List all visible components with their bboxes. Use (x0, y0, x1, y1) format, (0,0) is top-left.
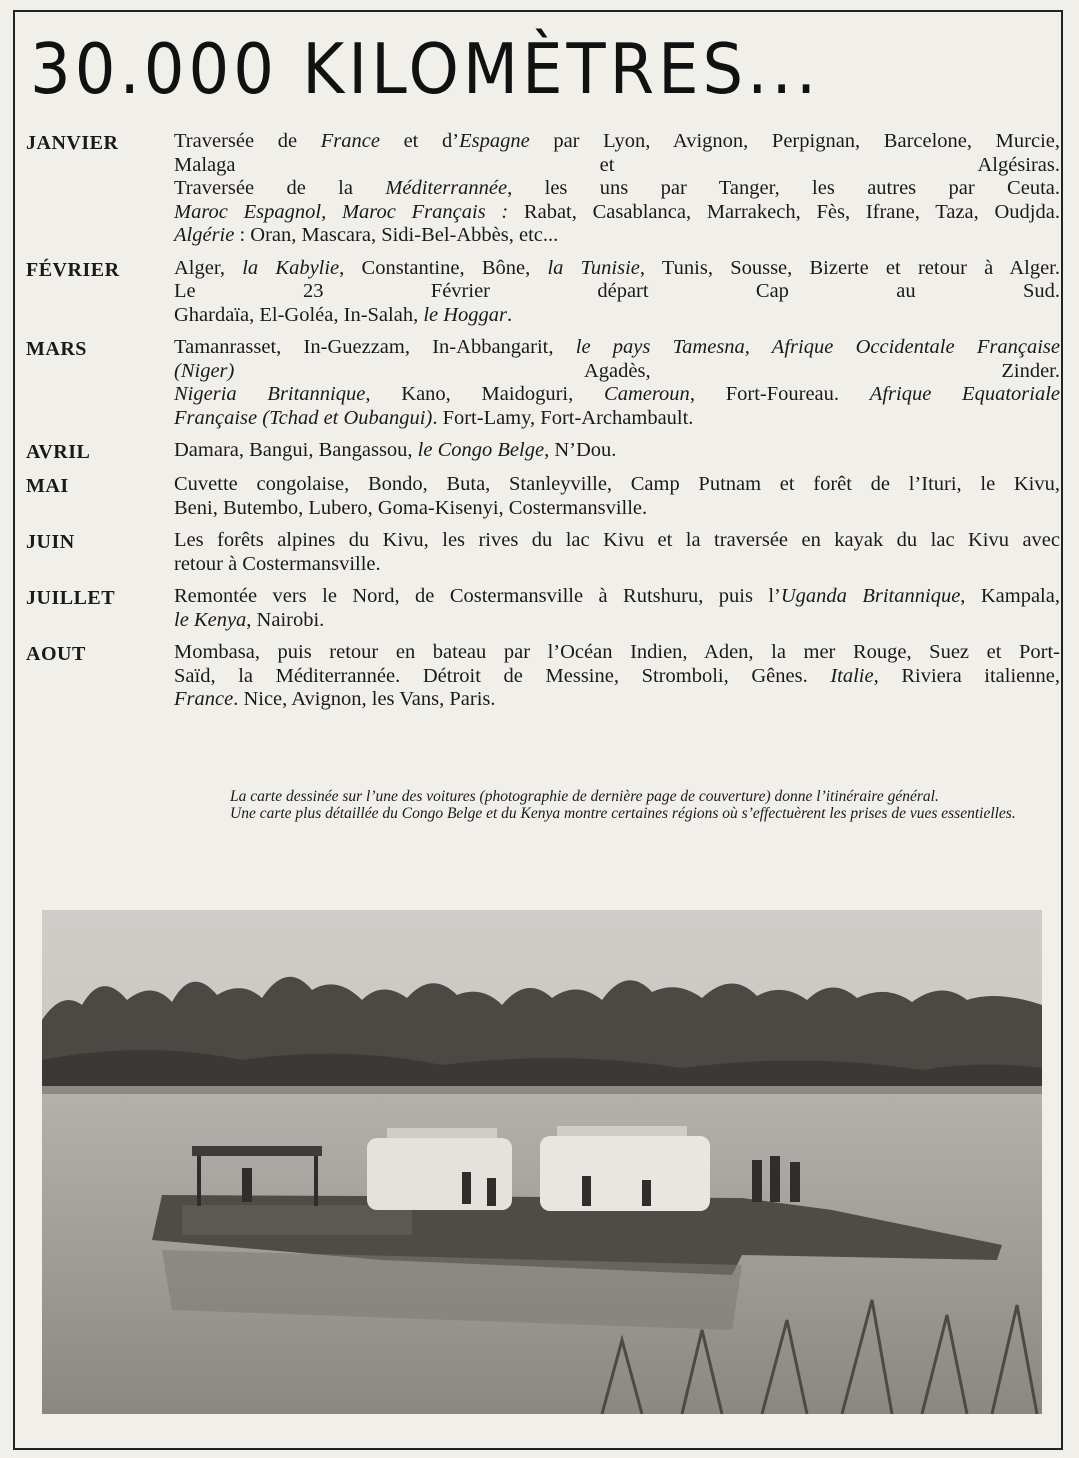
itinerary-row (26, 641, 1060, 712)
itinerary-line (174, 201, 1060, 225)
itinerary-text (174, 336, 1060, 430)
itinerary-line (174, 688, 1060, 712)
itinerary-segment: . Nice, Avignon, les Vans, Paris. (233, 688, 496, 710)
itinerary-line (174, 257, 1060, 281)
itinerary-segment: Le 23 Février départ Cap au Sud. (174, 280, 1060, 302)
itinerary-segment: , Kano, Maidoguri, (365, 383, 605, 405)
itinerary-text (174, 641, 1060, 712)
place-name-italic: France (320, 130, 380, 152)
itinerary-row (26, 130, 1060, 248)
place-name-italic: Cameroun (604, 383, 690, 405)
itinerary-segment: Remontée vers le Nord, de Costermansville à Rutshuru, puis l’ (174, 585, 781, 607)
itinerary-segment: , Kampala, (960, 585, 1060, 607)
itinerary-line (174, 407, 1060, 431)
itinerary-segment: , les uns par Tanger, les autres par Ceuta. (507, 177, 1060, 199)
place-name-italic: le pays Tamesna, Afrique Occidentale Française (575, 336, 1060, 358)
itinerary-line (174, 497, 1060, 521)
itinerary-segment: , Tunis, Sousse, Bizerte et retour à Alger. (639, 256, 1060, 279)
itinerary-segment: , Constantine, Bône, (339, 256, 548, 279)
month-label: JUILLET (26, 587, 116, 609)
itinerary-segment: Saïd, la Méditerrannée. Détroit de Messine, Stromboli, Gênes. (174, 664, 831, 687)
itinerary-line (174, 439, 1060, 463)
note-map-itinerary: La carte dessinée sur l’une des voitures (photographie de dernière page de couverture) donne l’itinéraire général. (230, 788, 939, 805)
itinerary-segment: Malaga et Algésiras. (174, 153, 1060, 176)
itinerary-segment: et d’ (379, 130, 460, 152)
place-name-italic: le Kenya (174, 608, 247, 631)
itinerary-text (174, 130, 1060, 248)
itinerary-line (174, 130, 1060, 154)
itinerary-segment: Rabat, Casablanca, Marrakech, Fès, Ifrane, Taza, Oudjda. (508, 200, 1060, 223)
itinerary-line (174, 177, 1060, 201)
page-title: 30.000 KILOMÈTRES... (30, 30, 821, 111)
itinerary-text (174, 439, 1060, 464)
itinerary-segment: , N’Dou. (544, 439, 617, 461)
itinerary-segment: : Oran, Mascara, Sidi-Bel-Abbès, etc... (234, 224, 559, 246)
itinerary-segment: . Fort-Lamy, Fort-Archambault. (432, 406, 694, 429)
itinerary-line (174, 336, 1060, 360)
itinerary-segment: , Fort-Foureau. (689, 383, 870, 405)
month-label: JANVIER (26, 132, 119, 154)
itinerary-line (174, 553, 1060, 577)
itinerary-line (174, 529, 1060, 553)
note-detailed-map: Une carte plus détaillée du Congo Belge et du Kenya montre certaines régions où s’effectuèrent les prises de vues essentielles. (230, 805, 1016, 822)
itinerary-segment: Ghardaïa, El-Goléa, In-Salah, (174, 303, 424, 326)
place-name-italic: Espagne (459, 130, 530, 152)
itinerary-line (174, 304, 1060, 328)
month-label: AOUT (26, 643, 86, 665)
itinerary-segment: Cuvette congolaise, Bondo, Buta, Stanleyville, Camp Putnam et forêt de l’Ituri, le Kivu, (174, 473, 1060, 495)
place-name-italic: le Congo Belge (417, 439, 545, 461)
itinerary-line (174, 585, 1060, 609)
itinerary-line (174, 224, 1060, 248)
place-name-italic: France (174, 688, 234, 710)
itinerary-text (174, 585, 1060, 632)
itinerary-row (26, 257, 1060, 328)
place-name-italic: la Kabylie (242, 256, 340, 279)
itinerary-line (174, 280, 1060, 304)
itinerary (26, 130, 1060, 721)
itinerary-row (26, 529, 1060, 576)
itinerary-row (26, 439, 1060, 464)
itinerary-line (174, 154, 1060, 178)
itinerary-segment: , Nairobi. (246, 608, 325, 631)
itinerary-segment: Agadès, Zinder. (234, 359, 1060, 382)
itinerary-row (26, 585, 1060, 632)
itinerary-segment: Traversée de la (174, 177, 386, 199)
itinerary-segment: Les forêts alpines du Kivu, les rives du lac Kivu et la traversée en kayak du lac Kivu avec (174, 529, 1060, 551)
itinerary-text (174, 257, 1060, 328)
place-name-italic: Nigeria Britannique (174, 383, 366, 405)
place-name-italic: Afrique Equatoriale (869, 383, 1060, 405)
itinerary-segment: par Lyon, Avignon, Perpignan, Barcelone, Murcie, (529, 130, 1060, 152)
place-name-italic: Maroc Espagnol, Maroc Français : (174, 200, 509, 223)
itinerary-line (174, 473, 1060, 497)
itinerary-text (174, 473, 1060, 520)
place-name-italic: la Tunisie (547, 256, 640, 279)
place-name-italic: Algérie (174, 224, 235, 246)
itinerary-line (174, 609, 1060, 633)
month-label: MARS (26, 338, 87, 360)
month-label: MAI (26, 475, 69, 497)
itinerary-text (174, 529, 1060, 576)
itinerary-line (174, 641, 1060, 665)
month-label: FÉVRIER (26, 258, 120, 281)
itinerary-segment: Alger, (174, 256, 243, 279)
place-name-italic: Italie (830, 664, 874, 687)
itinerary-segment: , Riviera italienne, (873, 664, 1060, 687)
place-name-italic: le Hoggar (423, 303, 508, 326)
caption-notes (172, 788, 1057, 822)
ferry-photo (42, 910, 1042, 1414)
itinerary-segment: Traversée de (174, 130, 321, 152)
itinerary-row (26, 336, 1060, 430)
itinerary-line (174, 665, 1060, 689)
itinerary-segment: . (507, 303, 513, 326)
itinerary-segment: Tamanrasset, In-Guezzam, In-Abbangarit, (174, 336, 576, 358)
place-name-italic: Méditerrannée (385, 177, 508, 199)
itinerary-segment: Beni, Butembo, Lubero, Goma-Kisenyi, Costermansville. (174, 496, 648, 519)
month-label: JUIN (26, 531, 75, 553)
itinerary-segment: retour à Costermansville. (174, 552, 381, 575)
itinerary-line (174, 383, 1060, 407)
itinerary-line (174, 360, 1060, 384)
itinerary-segment: Mombasa, puis retour en bateau par l’Océan Indien, Aden, la mer Rouge, Suez et Port- (174, 641, 1060, 663)
itinerary-row (26, 473, 1060, 520)
place-name-italic: Uganda Britannique (780, 585, 961, 607)
month-label: AVRIL (26, 441, 91, 463)
place-name-italic: (Niger) (174, 359, 235, 382)
itinerary-segment: Damara, Bangui, Bangassou, (174, 439, 418, 461)
place-name-italic: Française (Tchad et Oubangui) (174, 406, 433, 429)
